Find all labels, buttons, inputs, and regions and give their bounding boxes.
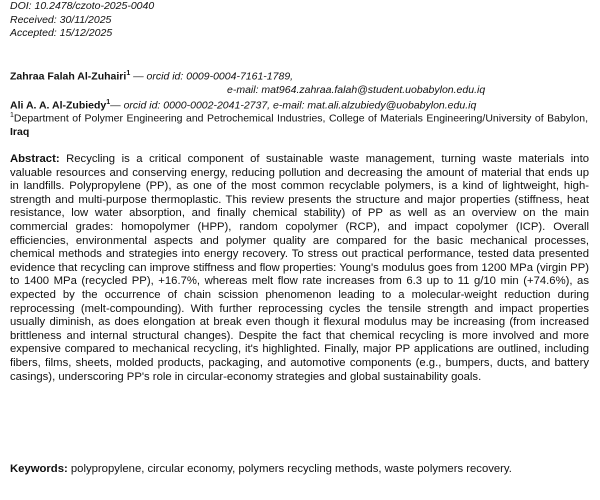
author-2-orcid-email: — orcid id: 0000-0002-2041-2737, e-mail: mat.ali.alzubiedy@uobabylon.edu.iq xyxy=(110,99,477,112)
author-1-name: Zahraa Falah Al-Zuhairi xyxy=(10,70,127,83)
affiliation-mark: 1 xyxy=(10,112,14,119)
author-1-affil-mark: 1 xyxy=(126,70,131,77)
received-date: Received: 30/11/2025 xyxy=(10,14,112,26)
author-2-affil-mark: 1 xyxy=(106,99,111,106)
abstract-label: Abstract: xyxy=(10,153,60,165)
author-1-email: e-mail: mat964.zahraa.falah@student.uobabylon.edu.iq xyxy=(227,84,486,96)
affiliation-country: Iraq xyxy=(10,125,30,138)
author-1-orcid: — orcid id: 0009-0004-7161-1789, xyxy=(130,70,294,83)
keywords-label: Keywords: xyxy=(10,463,68,475)
affiliation xyxy=(10,109,588,139)
affiliation-text: Department of Polymer Engineering and Petrochemical Industries, College of Materials Engineering/University of Babylon, xyxy=(13,112,588,125)
keywords-text: polypropylene, circular economy, polymers recycling methods, waste polymers recovery. xyxy=(67,463,512,475)
keywords xyxy=(10,463,589,477)
author-1 xyxy=(10,68,293,83)
doi-line: DOI: 10.2478/czoto-2025-0040 xyxy=(10,0,155,12)
abstract-text: Recycling is a critical component of sustainable waste management, turning waste materials into valuable resources and conserving energy, reducing pollution and decreasing the amount of material that ends up in landfills. Polypropylene (PP), as one of the most common recyclable polymers, is a kind of lightweight, high-strength and multi-purpose thermoplastic. This review presents the structure and major properties (stiffness, heat resistance, low water absorption, and finally chemical stability) of PP as well as an overview on the main commercial grades: homopolymer (HPP), random copolymer (RCP), and impact copolymer (ICP). Overall efficiencies, environmental aspects and polymer quality are compared for the basic mechanical processes, chemical methods and strategies into energy recovery. To stress out practical performance, tested data presented evidence that recycling can improve stiffness and flow properties: Young's modulus goes from 1200 MPa (virgin PP) to 1400 MPa (recycled PP), +16.7%, whereas melt flow rate increases from 6.3 up to 11 g/10 min (+74.6%), as expected by the occurrence of chain scission phenomenon leading to a molecular-weight reduction during reprocessing (melt-compounding). With further reprocessing cycles the tensile strength and impact properties usually diminish, as does elongation at break even though it flexural modulus may be increasing (from increased brittleness and internal structural changes). Despite the fact that chemical recycling is more involved and more expensive compared to mechanical recycling, it's highlighted. Finally, major PP applications are outlined, including fibers, films, sheets, molded products, packaging, and automotive components (e.g., bumpers, ducts, and battery casings), underscoring PP's role in circular-economy strategies and global sustainability goals. xyxy=(10,153,589,383)
abstract xyxy=(10,153,589,384)
author-2-name: Ali A. A. Al-Zubiedy xyxy=(10,99,107,112)
accepted-date: Accepted: 15/12/2025 xyxy=(10,27,113,39)
